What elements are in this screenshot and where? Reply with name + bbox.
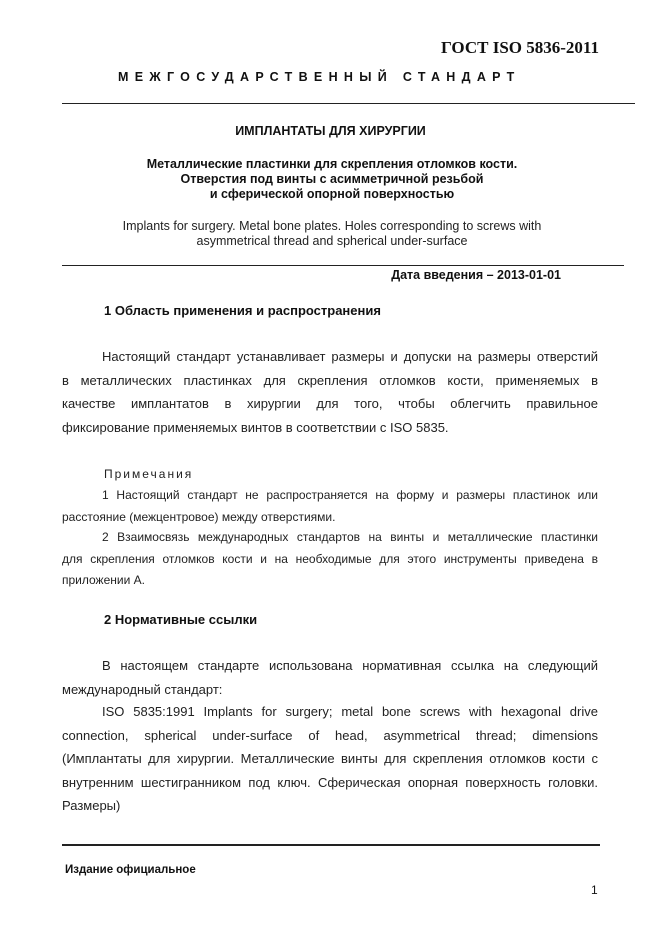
document-code: ГОСТ ISO 5836-2011 bbox=[441, 38, 599, 57]
section-1-paragraph bbox=[62, 345, 598, 439]
page-number: 1 bbox=[591, 883, 598, 897]
footer-divider bbox=[62, 844, 600, 846]
note-line: расстояние (межцентровое) между отверстиями. bbox=[62, 509, 336, 524]
note-line: для скрепления отломков кости и на необходимые для этого инструменты приведена в bbox=[62, 551, 598, 566]
official-edition-label: Издание официальное bbox=[65, 864, 196, 876]
paragraph-line: connection, spherical under-surface of head, asymmetrical thread; dimensions bbox=[62, 727, 598, 743]
subtitle-line: Металлические пластинки для скрепления отломков кости. bbox=[146, 157, 518, 171]
interstate-standard-label: МЕЖГОСУДАРСТВЕННЫЙ СТАНДАРТ bbox=[118, 70, 521, 84]
paragraph-line: (Имплантаты для хирургии. Металлические винты для скрепления отломков кости с bbox=[62, 751, 598, 766]
english-title-line: asymmetrical thread and spherical under-surface bbox=[196, 234, 468, 248]
english-title-line: Implants for surgery. Metal bone plates. Holes corresponding to screws with bbox=[122, 219, 542, 233]
paragraph-line: качестве имплантатов в хирургии для того, чтобы облегчить правильное bbox=[62, 396, 598, 411]
paragraph-line: В настоящем стандарте использована нормативная ссылка на следующий bbox=[102, 658, 598, 673]
section-2-paragraph-2 bbox=[62, 700, 598, 818]
note-line: приложении А. bbox=[62, 573, 145, 587]
top-divider bbox=[62, 103, 635, 104]
english-title bbox=[62, 219, 602, 249]
paragraph-line: внутренним шестигранником под ключ. Сферическая опорная поверхность головки. bbox=[62, 774, 598, 790]
section-2-paragraph-1 bbox=[62, 654, 598, 701]
paragraph-line: Размеры) bbox=[62, 798, 121, 813]
paragraph-line: международный стандарт: bbox=[62, 681, 223, 697]
subtitle-line: и сферической опорной поверхностью bbox=[209, 187, 455, 201]
notes-title: Примечания bbox=[104, 467, 194, 481]
note-2 bbox=[62, 527, 598, 592]
paragraph-line: фиксирование применяемых винтов в соответствии с ISO 5835. bbox=[62, 419, 449, 435]
paragraph-line: ISO 5835:1991 Implants for surgery; metal bone screws with hexagonal drive bbox=[102, 704, 598, 719]
subtitle-line: Отверстия под винты с асимметричной резьбой bbox=[180, 172, 484, 186]
note-line: 1 Настоящий стандарт не распространяется на форму и размеры пластинок или bbox=[102, 488, 598, 502]
standard-title: ИМПЛАНТАТЫ ДЛЯ ХИРУРГИИ bbox=[235, 124, 426, 138]
note-line: 2 Взаимосвязь международных стандартов на винты и металлические пластинки bbox=[102, 530, 598, 544]
section-1-heading: 1 Область применения и распространения bbox=[104, 303, 381, 318]
title-divider bbox=[62, 265, 624, 266]
paragraph-line: в металлических пластинках для скрепления отломков кости, применяемых в bbox=[62, 372, 598, 388]
paragraph-line: Настоящий стандарт устанавливает размеры и допуски на размеры отверстий bbox=[102, 349, 598, 364]
standard-subtitle bbox=[62, 157, 602, 202]
section-2-heading: 2 Нормативные ссылки bbox=[104, 612, 258, 627]
note-1 bbox=[62, 485, 598, 528]
introduction-date: Дата введения – 2013-01-01 bbox=[391, 268, 561, 282]
